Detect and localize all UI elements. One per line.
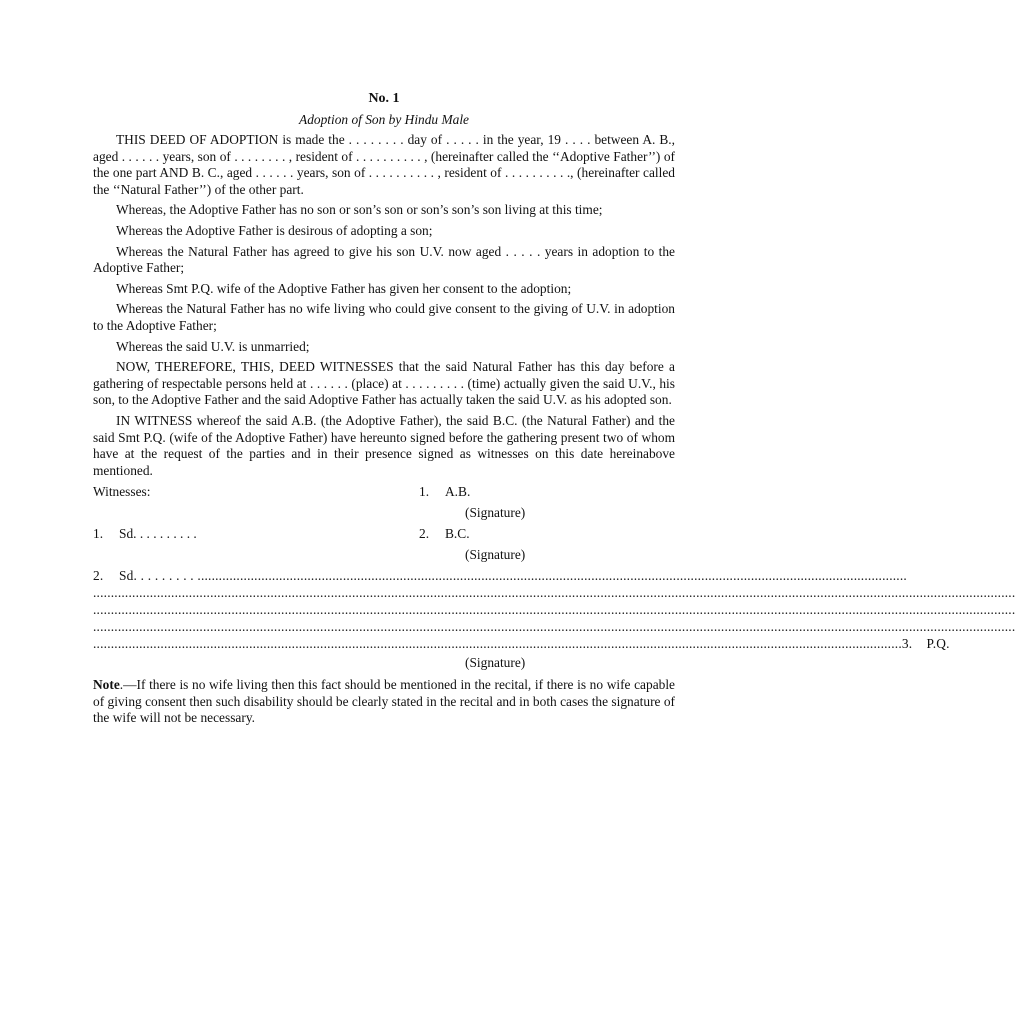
dotted-line: .................................................................................................................................................................................................................................................................... [93,585,1015,601]
signature-row-1-label [93,504,675,525]
party-3-line [93,635,950,652]
paragraph-whereas-agreed: Whereas the Natural Father has agreed to give his son U.V. now aged . . . . . years in adoption to the Adoptive Father; [93,243,675,276]
witness-1-number: 1. [93,526,104,542]
witness-2-line [93,567,907,584]
party-1-number: 1. [419,484,430,500]
note-text: .—If there is no wife living then this fact should be mentioned in the recital, if there is no wife capable of giving consent then such disability should be clearly stated in the recital and in both cases the signature of the wife will not be necessary. [93,677,675,726]
paragraph-witnesses-clause: NOW, THEREFORE, THIS, DEED WITNESSES that the said Natural Father has this day before a gathering of respectable persons held at . . . . . . (place) at . . . . . . . . . (time) actually given the said U.V., his son, to the Adoptive Father and the said Adoptive Father has actually taken the said U.V. as his adopted son. [93,359,675,408]
document-number: No. 1 [368,91,400,106]
party-2-signature-label: (Signature) [465,547,526,563]
signature-row-2-label [93,546,675,567]
paragraph-deed-intro: THIS DEED OF ADOPTION is made the . . . . . . . . day of . . . . . in the year, 19 . . . . between A. B., aged . . . . . . years, son of . . . . . . . . , resident of . . . . . . . . . . , (hereinafter called the ‘‘Adoptive Father’’) of the one part AND B. C., aged . . . . . . years, son of . . . . . . . . . . , resident of . . . . . . . . . ., (hereinafter called the ‘‘Natural Father’’) of the other part. [93,132,675,197]
signature-row-2 [93,525,675,546]
party-3-signatory [902,635,950,652]
witness-2-text: Sd. . . . . . . . . ........................................................................................................................................................................................................ [119,568,907,584]
party-2-number: 2. [419,526,430,542]
party-1-signatory [419,483,470,500]
document-title: Adoption of Son by Hindu Male [299,112,469,127]
dotted-line: .................................................................................................................................................................................................................................................................... [93,619,1015,635]
document-page [93,90,1015,740]
paragraph-whereas-unmarried: Whereas the said U.V. is unmarried; [116,338,310,354]
witness-2-number: 2. [93,568,104,584]
party-2-name: B.C. [445,526,470,542]
dotted-line: .................................................................................................................................................................................................................................................................... [93,602,1015,618]
witnesses-label: Witnesses: [93,484,151,500]
paragraph-in-witness: IN WITNESS whereof the said A.B. (the Adoptive Father), the said B.C. (the Natural Father) and the said Smt P.Q. (wife of the Adoptive Father) have hereunto signed before the gathering present two of whom have at the request of the parties and in their presence signed as witnesses on this date hereinabove mentioned. [93,412,675,478]
paragraph-whereas-no-son: Whereas, the Adoptive Father has no son or son’s son or son’s son’s son living at this time; [116,202,603,218]
witness-1-text: Sd. . . . . . . . . . [119,526,197,542]
party-3-dotted-fill: .................................................................................................................................................................................................................................... [93,636,902,652]
witness-1 [93,525,197,542]
signature-row-1 [93,483,675,504]
party-3-name: P.Q. [926,636,950,652]
paragraph-whereas-no-wife: Whereas the Natural Father has no wife living who could give consent to the giving of U.V. in adoption to the Adoptive Father; [93,301,675,333]
party-2-signatory [419,525,470,542]
party-1-signature-label: (Signature) [465,505,526,521]
party-1-name: A.B. [445,484,471,500]
party-3-signature-label: (Signature) [465,655,526,671]
signature-row-3-label [93,652,675,673]
signature-block [93,483,1015,673]
note-label: Note [93,677,120,693]
paragraph-whereas-consent: Whereas Smt P.Q. wife of the Adoptive Father has given her consent to the adoption; [116,280,572,296]
paragraph-whereas-desirous: Whereas the Adoptive Father is desirous of adopting a son; [116,222,433,238]
party-3-number: 3. [901,636,913,652]
note-paragraph [93,677,675,727]
